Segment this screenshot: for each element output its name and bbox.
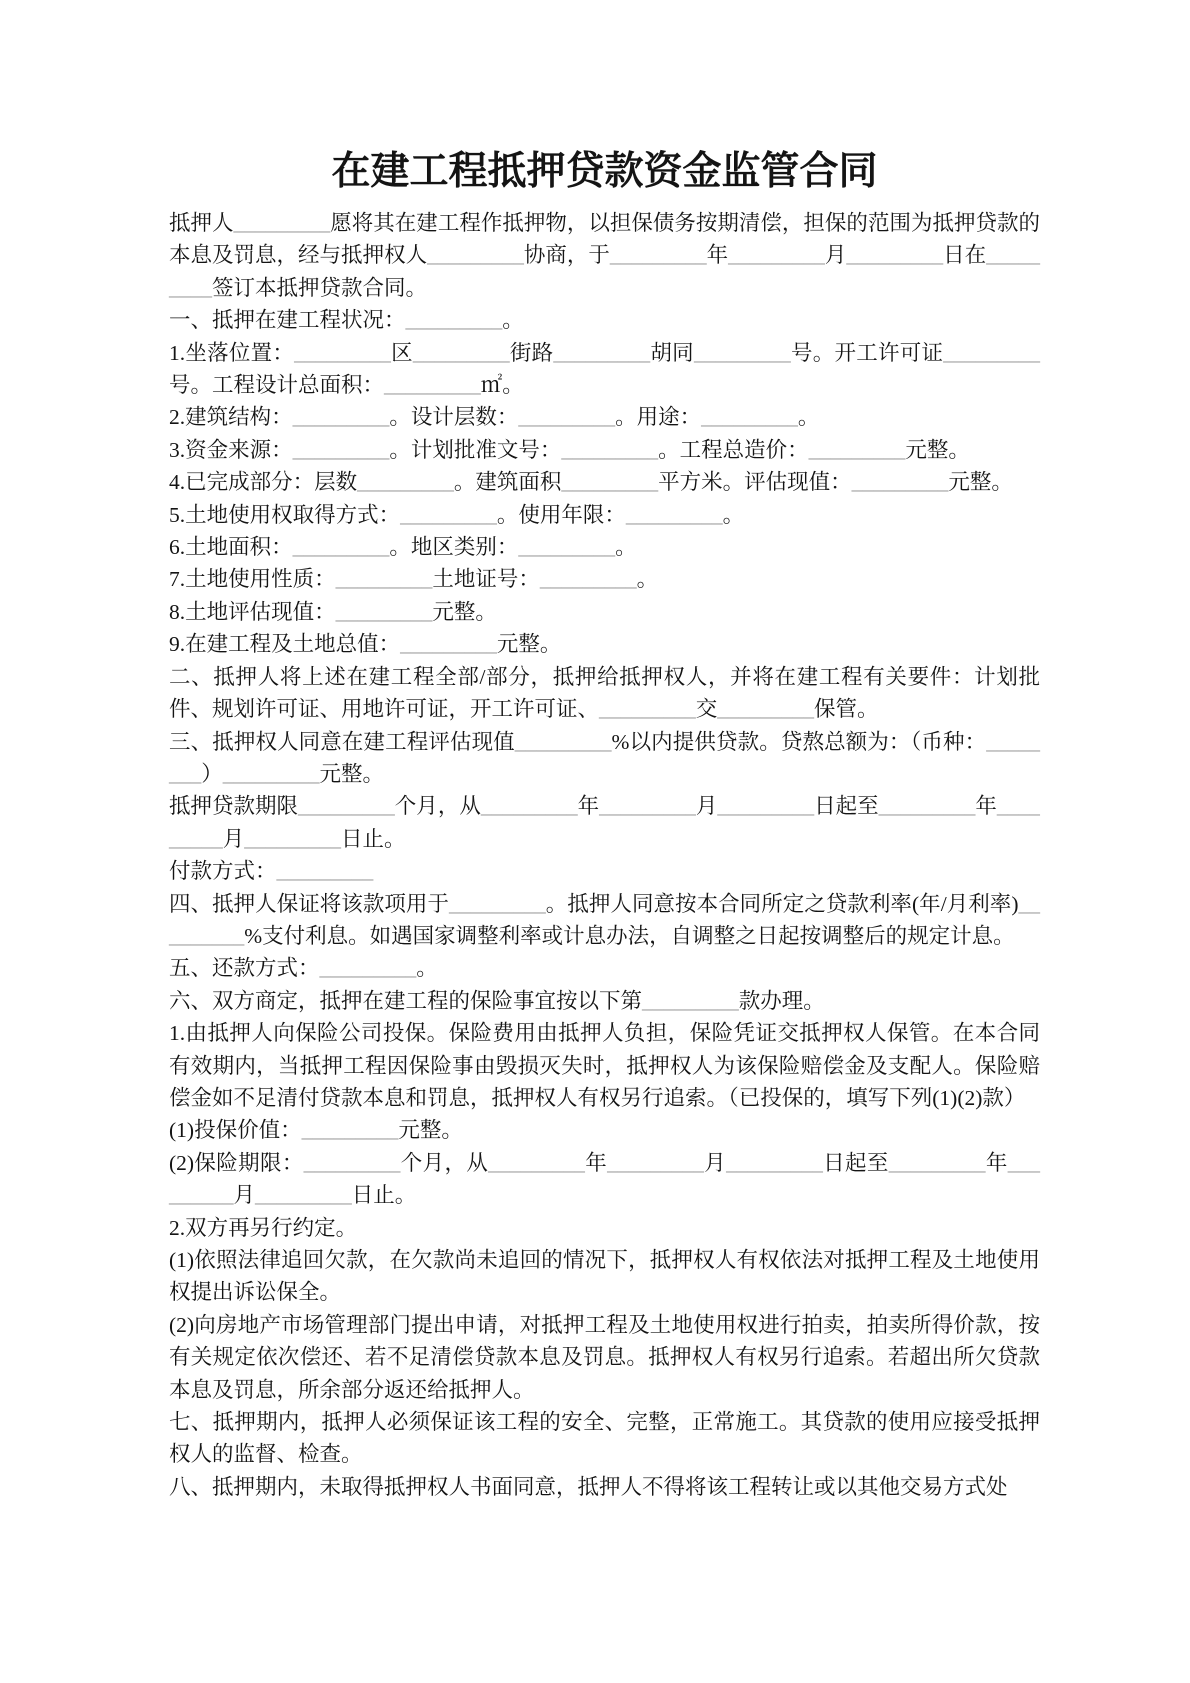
fill-in-blank: _________ bbox=[561, 437, 659, 462]
fill-in-blank: _________ bbox=[449, 891, 546, 916]
fill-in-blank: _________ bbox=[276, 859, 374, 884]
fill-in-blank: _________ bbox=[292, 535, 390, 560]
contract-paragraph: 2.双方再另行约定。 bbox=[169, 1215, 358, 1240]
contract-paragraph: 四、抵押人保证将该款项用于_________。抵押人同意按本合同所定之贷款利率(年/月利率)_________%支付利息。如遇国家调整利率或计息办法，自调整之日起按调整后的规定计息。 bbox=[169, 891, 1040, 948]
fill-in-blank: _________ bbox=[244, 826, 342, 851]
contract-paragraph: (1)投保价值：_________元整。 bbox=[169, 1118, 463, 1143]
fill-in-blank: _________ bbox=[169, 243, 1040, 300]
fill-in-blank: _________ bbox=[561, 470, 659, 495]
fill-in-blank: _________ bbox=[717, 697, 815, 722]
fill-in-blank: _________ bbox=[488, 1150, 585, 1175]
fill-in-blank: _________ bbox=[255, 1183, 352, 1208]
fill-in-blank: _________ bbox=[405, 308, 503, 333]
contract-paragraph: 4.已完成部分：层数_________。建筑面积_________平方米。评估现值：_________元整。 bbox=[169, 470, 1013, 495]
fill-in-blank: _________ bbox=[539, 567, 637, 592]
fill-in-blank: _________ bbox=[298, 794, 395, 819]
contract-paragraph: 6.土地面积：_________。地区类别：_________。 bbox=[169, 535, 637, 560]
fill-in-blank: _________ bbox=[292, 437, 390, 462]
contract-paragraph: 8.土地评估现值：_________元整。 bbox=[169, 599, 497, 624]
fill-in-blank: _________ bbox=[400, 632, 497, 657]
contract-paragraph: 1.坐落位置：_________区_________街路_________胡同_________号。开工许可证_________号。工程设计总面积：_________㎡。 bbox=[169, 340, 1040, 398]
fill-in-blank: _________ bbox=[728, 243, 825, 268]
fill-in-blank: _________ bbox=[222, 761, 320, 786]
fill-in-blank: _________ bbox=[319, 956, 417, 981]
fill-in-blank: _________ bbox=[384, 373, 481, 398]
fill-in-blank: _________ bbox=[292, 405, 390, 430]
contract-paragraph: 六、双方商定，抵押在建工程的保险事宜按以下第_________款办理。 bbox=[169, 988, 825, 1013]
fill-in-blank: _________ bbox=[808, 437, 906, 462]
contract-paragraph: 5.土地使用权取得方式：_________。使用年限：_________。 bbox=[169, 502, 745, 527]
contract-paragraph: (1)依照法律追回欠款，在欠款尚未追回的情况下，抵押权人有权依法对抵押工程及土地使用权提出诉讼保全。 bbox=[169, 1248, 1040, 1305]
fill-in-blank: _________ bbox=[701, 405, 798, 430]
contract-paragraph: 五、还款方式：_________。 bbox=[169, 956, 438, 981]
contract-paragraph: 抵押贷款期限_________个月，从_________年_________月_________日起至_________年_________月_________日止。 bbox=[169, 794, 1040, 851]
contract-paragraph: 二、抵押人将上述在建工程全部/部分，抵押给抵押权人，并将在建工程有关要件：计划批件、规划许可证、用地许可证，开工许可证、_________交_________保管。 bbox=[169, 664, 1040, 722]
fill-in-blank: ________ bbox=[169, 729, 1040, 786]
contract-paragraph: (2)向房地产市场管理部门提出申请，对抵押工程及土地使用权进行拍卖，拍卖所得价款，按有关规定依次偿还、若不足清偿贷款本息及罚息。抵押权人有权另行追索。若超出所欠贷款本息及罚息，所余部分返还给抵押人。 bbox=[169, 1312, 1040, 1402]
fill-in-blank: _________ bbox=[169, 794, 1040, 851]
fill-in-blank: _________ bbox=[625, 502, 723, 527]
fill-in-blank: _________ bbox=[599, 794, 696, 819]
fill-in-blank: _________ bbox=[607, 1150, 704, 1175]
contract-paragraph: 八、抵押期内，未取得抵押权人书面同意，抵押人不得将该工程转让或以其他交易方式处 bbox=[169, 1474, 1008, 1499]
fill-in-blank: _________ bbox=[518, 405, 616, 430]
contract-paragraph: 7.土地使用性质：_________土地证号：_________。 bbox=[169, 567, 659, 592]
fill-in-blank: _________ bbox=[642, 988, 739, 1013]
fill-in-blank: _________ bbox=[169, 891, 1040, 948]
fill-in-blank: _________ bbox=[851, 470, 949, 495]
contract-paragraph: 七、抵押期内，抵押人必须保证该工程的安全、完整，正常施工。其贷款的使用应接受抵押权人的监督、检查。 bbox=[169, 1410, 1040, 1467]
document-title: 在建工程抵押贷款资金监管合同 bbox=[331, 150, 878, 193]
fill-in-blank: _________ bbox=[726, 1150, 823, 1175]
fill-in-blank: _________ bbox=[609, 243, 707, 268]
fill-in-blank: _________ bbox=[514, 729, 612, 754]
fill-in-blank: _________ bbox=[357, 470, 454, 495]
fill-in-blank: _________ bbox=[335, 599, 433, 624]
fill-in-blank: _________ bbox=[412, 340, 510, 365]
fill-in-blank: _________ bbox=[233, 211, 331, 235]
fill-in-blank: _________ bbox=[169, 1150, 1040, 1208]
contract-paragraph: 2.建筑结构：_________。设计层数：_________。用途：_________。 bbox=[169, 405, 820, 430]
fill-in-blank: _________ bbox=[599, 697, 696, 722]
document-body bbox=[169, 207, 1040, 1503]
fill-in-blank: _________ bbox=[518, 535, 616, 560]
contract-paragraph: 1.由抵押人向保险公司投保。保险费用由抵押人负担，保险凭证交抵押权人保管。在本合同有效期内，当抵押工程因保险事由毁损灭失时，抵押权人为该保险赔偿金及支配人。保险赔偿金如不足清付贷款本息和罚息，抵押权人有权另行追索。（已投保的，填写下列(1)(2)款） bbox=[169, 1021, 1040, 1110]
fill-in-blank: _________ bbox=[480, 794, 578, 819]
fill-in-blank: _________ bbox=[943, 340, 1040, 365]
fill-in-blank: _________ bbox=[335, 567, 433, 592]
contract-paragraph: (2)保险期限：_________个月，从_________年_________月_________日起至_________年_________月_________日止。 bbox=[169, 1150, 1040, 1208]
fill-in-blank: _________ bbox=[846, 243, 944, 268]
fill-in-blank: _________ bbox=[878, 794, 976, 819]
contract-paragraph: 3.资金来源：_________。计划批准文号：_________。工程总造价：_________元整。 bbox=[169, 437, 970, 462]
fill-in-blank: _________ bbox=[553, 340, 651, 365]
fill-in-blank: _________ bbox=[294, 340, 391, 365]
fill-in-blank: _________ bbox=[303, 1150, 401, 1175]
contract-paragraph: 抵押人_________愿将其在建工程作抵押物，以担保债务按期清偿，担保的范围为抵押贷款的本息及罚息，经与抵押权人_________协商，于_________年_________月_________日在_________签订本抵押贷款合同。 bbox=[169, 211, 1040, 300]
fill-in-blank: _________ bbox=[301, 1118, 399, 1143]
contract-paragraph: 9.在建工程及土地总值：_________元整。 bbox=[169, 632, 562, 657]
fill-in-blank: _________ bbox=[427, 243, 524, 268]
fill-in-blank: _________ bbox=[693, 340, 791, 365]
contract-paragraph: 三、抵押权人同意在建工程评估现值_________%以内提供贷款。贷熬总额为：（币种：________）_________元整。 bbox=[169, 729, 1040, 786]
contract-paragraph: 一、抵押在建工程状况：_________。 bbox=[169, 308, 524, 333]
contract-paragraph: 付款方式：_________ bbox=[169, 859, 374, 884]
fill-in-blank: _________ bbox=[400, 502, 497, 527]
fill-in-blank: _________ bbox=[717, 794, 815, 819]
fill-in-blank: _________ bbox=[888, 1150, 986, 1175]
